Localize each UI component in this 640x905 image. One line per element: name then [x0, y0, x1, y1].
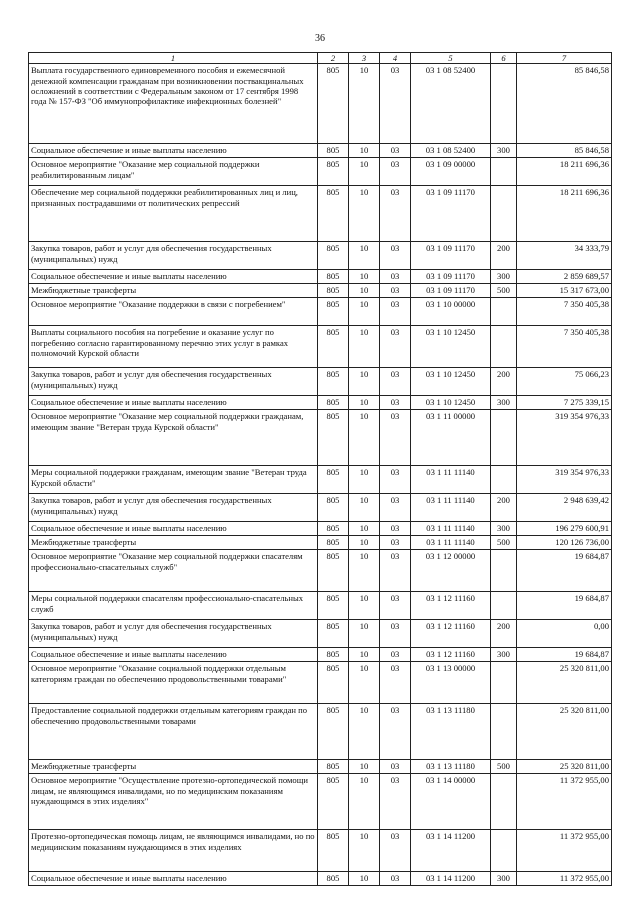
row-code-subsection: 03 [380, 620, 411, 648]
row-code-target: 03 1 09 11170 [411, 186, 491, 242]
row-code-expense-type: 300 [491, 144, 517, 158]
row-code-target: 03 1 13 00000 [411, 662, 491, 704]
row-code-expense-type [491, 186, 517, 242]
header-col-5: 5 [411, 53, 491, 64]
table-row [29, 298, 612, 326]
row-code-section: 10 [349, 368, 380, 396]
row-name: Основное мероприятие "Оказание социальной поддержки отдельным категориям граждан по обеспечению продовольственными товарами" [29, 662, 318, 704]
row-name: Меры социальной поддержки спасателям профессионально-спасательных служб [29, 592, 318, 620]
row-code-admin: 805 [318, 144, 349, 158]
row-name: Межбюджетные трансферты [29, 760, 318, 774]
row-code-subsection: 03 [380, 872, 411, 886]
row-code-expense-type: 500 [491, 284, 517, 298]
row-code-section: 10 [349, 466, 380, 494]
row-code-expense-type [491, 64, 517, 144]
row-code-admin: 805 [318, 760, 349, 774]
row-code-subsection: 03 [380, 592, 411, 620]
table-row [29, 326, 612, 368]
row-code-subsection: 03 [380, 648, 411, 662]
row-code-subsection: 03 [380, 550, 411, 592]
row-code-expense-type: 500 [491, 760, 517, 774]
row-code-admin: 805 [318, 704, 349, 760]
row-amount: 319 354 976,33 [517, 466, 612, 494]
row-amount: 196 279 600,91 [517, 522, 612, 536]
table-row [29, 466, 612, 494]
row-code-admin: 805 [318, 158, 349, 186]
row-code-expense-type [491, 592, 517, 620]
table-row [29, 494, 612, 522]
row-code-section: 10 [349, 494, 380, 522]
row-amount: 120 126 736,00 [517, 536, 612, 550]
row-name: Межбюджетные трансферты [29, 284, 318, 298]
header-col-4: 4 [380, 53, 411, 64]
row-name: Основное мероприятие "Оказание мер социальной поддержки спасателям профессионально-спасательных служб" [29, 550, 318, 592]
row-code-admin: 805 [318, 872, 349, 886]
row-code-expense-type [491, 326, 517, 368]
row-name: Основное мероприятие "Оказание мер социальной поддержки реабилитированным лицам" [29, 158, 318, 186]
row-code-target: 03 1 11 00000 [411, 410, 491, 466]
row-code-admin: 805 [318, 620, 349, 648]
row-code-section: 10 [349, 522, 380, 536]
row-code-admin: 805 [318, 536, 349, 550]
row-code-admin: 805 [318, 242, 349, 270]
table-row [29, 648, 612, 662]
row-name: Предоставление социальной поддержки отдельным категориям граждан по обеспечению продовольственными товарами [29, 704, 318, 760]
row-amount: 7 350 405,38 [517, 298, 612, 326]
row-code-admin: 805 [318, 326, 349, 368]
row-name: Основное мероприятие "Оказание поддержки в связи с погребением" [29, 298, 318, 326]
row-code-subsection: 03 [380, 760, 411, 774]
row-name: Протезно-ортопедическая помощь лицам, не являющимся инвалидами, но по медицинским показаниям нуждающимся в этих изделиях [29, 830, 318, 872]
row-amount: 0,00 [517, 620, 612, 648]
row-code-expense-type: 200 [491, 494, 517, 522]
row-code-admin: 805 [318, 396, 349, 410]
row-code-admin: 805 [318, 64, 349, 144]
row-code-target: 03 1 11 11140 [411, 494, 491, 522]
row-name: Основное мероприятие "Осуществление протезно-ортопедической помощи лицам, не являющимся инвалидами, но по медицинским показаниям нуждающимся в этих изделиях" [29, 774, 318, 830]
row-code-target: 03 1 14 00000 [411, 774, 491, 830]
row-code-subsection: 03 [380, 158, 411, 186]
row-code-expense-type: 200 [491, 368, 517, 396]
table-header-row [29, 53, 612, 64]
table-row [29, 396, 612, 410]
row-code-target: 03 1 09 11170 [411, 270, 491, 284]
row-code-admin: 805 [318, 466, 349, 494]
row-code-subsection: 03 [380, 662, 411, 704]
row-code-admin: 805 [318, 186, 349, 242]
row-code-target: 03 1 11 11140 [411, 536, 491, 550]
row-code-subsection: 03 [380, 64, 411, 144]
row-code-section: 10 [349, 326, 380, 368]
row-code-target: 03 1 14 11200 [411, 872, 491, 886]
table-row [29, 704, 612, 760]
row-code-subsection: 03 [380, 536, 411, 550]
row-code-target: 03 1 12 11160 [411, 592, 491, 620]
row-name: Социальное обеспечение и иные выплаты населению [29, 396, 318, 410]
row-name: Выплата государственного единовременного пособия и ежемесячной денежной компенсации гражданам при возникновении поствакцинальных осложнений в соответствии с Федеральным законом от 17 сентября 1998 года № 157-ФЗ "Об иммунопрофилактике инфекционных болезней" [29, 64, 318, 144]
row-amount: 11 372 955,00 [517, 774, 612, 830]
row-code-subsection: 03 [380, 270, 411, 284]
row-code-section: 10 [349, 144, 380, 158]
row-name: Социальное обеспечение и иные выплаты населению [29, 648, 318, 662]
row-code-admin: 805 [318, 284, 349, 298]
row-amount: 11 372 955,00 [517, 830, 612, 872]
table-row [29, 592, 612, 620]
header-col-2: 2 [318, 53, 349, 64]
row-code-admin: 805 [318, 648, 349, 662]
header-col-3: 3 [349, 53, 380, 64]
row-code-section: 10 [349, 760, 380, 774]
row-code-admin: 805 [318, 410, 349, 466]
row-code-expense-type [491, 830, 517, 872]
row-code-expense-type: 300 [491, 396, 517, 410]
row-code-section: 10 [349, 270, 380, 284]
row-code-admin: 805 [318, 298, 349, 326]
row-code-target: 03 1 09 11170 [411, 284, 491, 298]
row-code-section: 10 [349, 242, 380, 270]
row-name: Социальное обеспечение и иные выплаты населению [29, 522, 318, 536]
header-col-7: 7 [517, 53, 612, 64]
row-amount: 19 684,87 [517, 648, 612, 662]
row-name: Закупка товаров, работ и услуг для обеспечения государственных (муниципальных) нужд [29, 494, 318, 522]
table-row [29, 662, 612, 704]
row-amount: 15 317 673,00 [517, 284, 612, 298]
row-name: Межбюджетные трансферты [29, 536, 318, 550]
row-amount: 2 948 639,42 [517, 494, 612, 522]
row-name: Выплаты социального пособия на погребение и оказание услуг по погребению согласно гарантированному перечню этих услуг в рамках полномочий Курской области [29, 326, 318, 368]
row-amount: 7 275 339,15 [517, 396, 612, 410]
row-code-admin: 805 [318, 522, 349, 536]
row-code-subsection: 03 [380, 284, 411, 298]
row-code-target: 03 1 10 00000 [411, 298, 491, 326]
row-code-subsection: 03 [380, 522, 411, 536]
row-code-section: 10 [349, 186, 380, 242]
budget-table [28, 52, 612, 886]
table-body [29, 64, 612, 886]
row-code-subsection: 03 [380, 396, 411, 410]
row-code-section: 10 [349, 662, 380, 704]
table-row [29, 64, 612, 144]
row-code-admin: 805 [318, 662, 349, 704]
row-name: Закупка товаров, работ и услуг для обеспечения государственных (муниципальных) нужд [29, 620, 318, 648]
row-code-target: 03 1 09 11170 [411, 242, 491, 270]
row-name: Социальное обеспечение и иные выплаты населению [29, 270, 318, 284]
row-code-target: 03 1 10 12450 [411, 368, 491, 396]
row-code-admin: 805 [318, 592, 349, 620]
row-code-expense-type [491, 550, 517, 592]
table-row [29, 536, 612, 550]
row-code-section: 10 [349, 704, 380, 760]
row-code-expense-type: 300 [491, 522, 517, 536]
row-name: Обеспечение мер социальной поддержки реабилитированных лиц и лиц, признанных пострадавшими от политических репрессий [29, 186, 318, 242]
row-code-target: 03 1 13 11180 [411, 760, 491, 774]
row-code-section: 10 [349, 396, 380, 410]
row-code-section: 10 [349, 592, 380, 620]
row-name: Социальное обеспечение и иные выплаты населению [29, 872, 318, 886]
row-code-subsection: 03 [380, 410, 411, 466]
row-code-section: 10 [349, 872, 380, 886]
row-code-target: 03 1 14 11200 [411, 830, 491, 872]
table-row [29, 368, 612, 396]
row-code-section: 10 [349, 298, 380, 326]
row-amount: 85 846,58 [517, 64, 612, 144]
row-code-expense-type: 300 [491, 872, 517, 886]
table-row [29, 158, 612, 186]
table-row [29, 242, 612, 270]
row-code-section: 10 [349, 536, 380, 550]
table-row [29, 620, 612, 648]
row-code-section: 10 [349, 648, 380, 662]
row-code-admin: 805 [318, 550, 349, 592]
row-name: Закупка товаров, работ и услуг для обеспечения государственных (муниципальных) нужд [29, 368, 318, 396]
page-number: 36 [315, 33, 325, 44]
table-row [29, 270, 612, 284]
row-amount: 18 211 696,36 [517, 186, 612, 242]
row-code-subsection: 03 [380, 494, 411, 522]
row-code-target: 03 1 12 00000 [411, 550, 491, 592]
row-code-admin: 805 [318, 774, 349, 830]
row-name: Меры социальной поддержки гражданам, имеющим звание "Ветеран труда Курской области" [29, 466, 318, 494]
row-code-subsection: 03 [380, 368, 411, 396]
row-amount: 75 066,23 [517, 368, 612, 396]
header-col-6: 6 [491, 53, 517, 64]
row-code-subsection: 03 [380, 704, 411, 760]
row-amount: 319 354 976,33 [517, 410, 612, 466]
row-code-section: 10 [349, 830, 380, 872]
row-amount: 25 320 811,00 [517, 760, 612, 774]
row-code-subsection: 03 [380, 774, 411, 830]
row-code-expense-type: 500 [491, 536, 517, 550]
row-code-subsection: 03 [380, 466, 411, 494]
table-row [29, 284, 612, 298]
row-code-expense-type [491, 774, 517, 830]
row-code-admin: 805 [318, 830, 349, 872]
table-row [29, 872, 612, 886]
row-code-target: 03 1 12 11160 [411, 648, 491, 662]
row-code-subsection: 03 [380, 326, 411, 368]
row-code-section: 10 [349, 64, 380, 144]
row-code-section: 10 [349, 774, 380, 830]
table-row [29, 774, 612, 830]
row-code-target: 03 1 12 11160 [411, 620, 491, 648]
row-code-section: 10 [349, 410, 380, 466]
row-code-expense-type: 200 [491, 620, 517, 648]
row-amount: 25 320 811,00 [517, 704, 612, 760]
table-row [29, 760, 612, 774]
row-code-admin: 805 [318, 368, 349, 396]
row-code-target: 03 1 11 11140 [411, 522, 491, 536]
header-col-1: 1 [29, 53, 318, 64]
row-amount: 7 350 405,38 [517, 326, 612, 368]
table-row [29, 186, 612, 242]
row-code-expense-type [491, 410, 517, 466]
row-code-section: 10 [349, 284, 380, 298]
row-code-expense-type [491, 466, 517, 494]
table-row [29, 522, 612, 536]
row-amount: 18 211 696,36 [517, 158, 612, 186]
row-code-subsection: 03 [380, 144, 411, 158]
table-row [29, 144, 612, 158]
row-code-expense-type [491, 662, 517, 704]
row-amount: 19 684,87 [517, 592, 612, 620]
row-code-subsection: 03 [380, 186, 411, 242]
row-amount: 19 684,87 [517, 550, 612, 592]
row-code-admin: 805 [318, 494, 349, 522]
row-amount: 2 859 689,57 [517, 270, 612, 284]
row-amount: 85 846,58 [517, 144, 612, 158]
row-name: Закупка товаров, работ и услуг для обеспечения государственных (муниципальных) нужд [29, 242, 318, 270]
row-code-expense-type: 300 [491, 648, 517, 662]
row-code-target: 03 1 08 52400 [411, 64, 491, 144]
row-code-expense-type [491, 158, 517, 186]
row-code-subsection: 03 [380, 242, 411, 270]
row-amount: 34 333,79 [517, 242, 612, 270]
row-code-target: 03 1 13 11180 [411, 704, 491, 760]
row-code-section: 10 [349, 158, 380, 186]
table-row [29, 550, 612, 592]
row-code-expense-type: 200 [491, 242, 517, 270]
row-name: Основное мероприятие "Оказание мер социальной поддержки гражданам, имеющим звание "Ветеран труда Курской области" [29, 410, 318, 466]
row-code-expense-type [491, 298, 517, 326]
row-amount: 11 372 955,00 [517, 872, 612, 886]
row-code-subsection: 03 [380, 298, 411, 326]
row-code-admin: 805 [318, 270, 349, 284]
row-code-target: 03 1 08 52400 [411, 144, 491, 158]
table-row [29, 830, 612, 872]
table-row [29, 410, 612, 466]
row-name: Социальное обеспечение и иные выплаты населению [29, 144, 318, 158]
row-code-target: 03 1 11 11140 [411, 466, 491, 494]
row-code-expense-type [491, 704, 517, 760]
row-code-section: 10 [349, 550, 380, 592]
row-amount: 25 320 811,00 [517, 662, 612, 704]
row-code-target: 03 1 10 12450 [411, 326, 491, 368]
row-code-subsection: 03 [380, 830, 411, 872]
row-code-target: 03 1 10 12450 [411, 396, 491, 410]
row-code-section: 10 [349, 620, 380, 648]
row-code-expense-type: 300 [491, 270, 517, 284]
row-code-target: 03 1 09 00000 [411, 158, 491, 186]
